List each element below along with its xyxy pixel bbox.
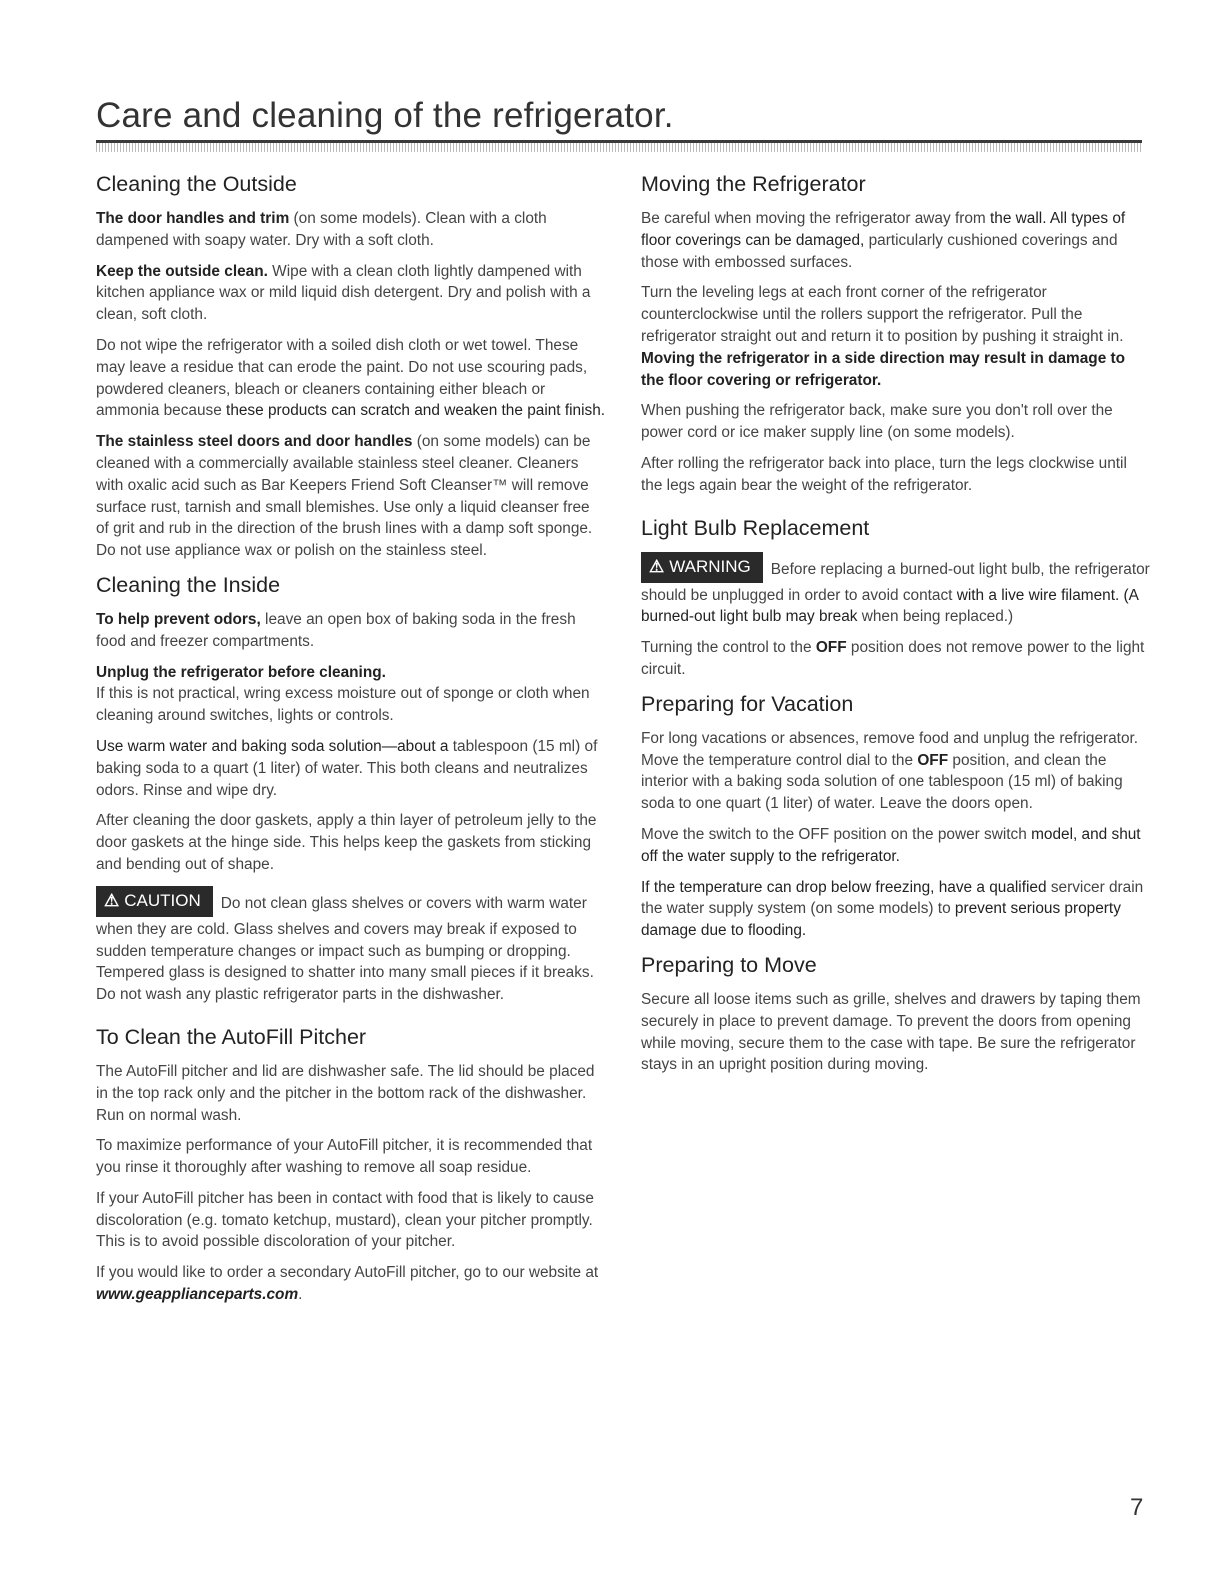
spacer [641, 506, 1151, 514]
title-rule [96, 140, 1142, 152]
paragraph: After cleaning the door gaskets, apply a thin layer of petroleum jelly to the door gaskets at the hinge side. This helps keep the gaskets from sticking and bending out of shape. [96, 812, 597, 873]
heading-preparing-vacation: Preparing for Vacation [641, 691, 854, 716]
paragraph: Unplug the refrigerator before cleaning. If this is not practical, wring excess moisture out of sponge or cloth when cleaning around switches, lights or controls. [96, 663, 590, 725]
paragraph: Do not wash any plastic refrigerator parts in the dishwasher. [96, 986, 505, 1004]
heading-cleaning-inside: Cleaning the Inside [96, 572, 281, 597]
lead-text: The stainless steel doors and door handles [96, 433, 413, 451]
lead-text: Moving the refrigerator in a side direction may result in damage to the floor covering or refrigerator. [641, 349, 1126, 389]
website-link[interactable]: www.geapplianceparts.com [96, 1286, 299, 1304]
section-cleaning-outside [96, 170, 606, 562]
section-light-bulb [641, 514, 1151, 681]
lead-text: Keep the outside clean. [96, 262, 268, 280]
paragraph: If your AutoFill pitcher has been in contact with food that is likely to cause discoloration (e.g. tomato ketchup, mustard), clean your pitcher promptly. This is to avoid possible discoloration of your pitcher. [96, 1189, 594, 1251]
paragraph: Use warm water and baking soda solution—about a tablespoon (15 ml) of baking soda to a quart (1 liter) of water. This both cleans and neutralizes odors. Rinse and wipe dry. [96, 737, 598, 799]
spacer [96, 1015, 606, 1023]
paragraph: If the temperature can drop below freezing, have a qualified servicer drain the water supply system (on some models) to prevent serious property damage due to flooding. [641, 878, 1144, 940]
page-title: Care and cleaning of the refrigerator. [96, 96, 674, 135]
right-column [641, 170, 1151, 1085]
paragraph: The AutoFill pitcher and lid are dishwasher safe. The lid should be placed in the top rack only and the pitcher in the bottom rack of the dishwasher. Run on normal wash. [96, 1062, 595, 1124]
paragraph: If you would like to order a secondary AutoFill pitcher, go to our website at www.geapplianceparts.com. [96, 1264, 599, 1304]
paragraph: The stainless steel doors and door handles (on some models) can be cleaned with a commercially available stainless steel cleaner. Cleaners with oxalic acid such as Bar Keepers Friend Soft Cleanser™ will remove surface rust, tarnish and small blemishes. Use only a liquid cleanser free of grit and rub in the direction of the brush lines with a damp soft sponge. Do not use appliance wax or polish on the stainless steel. [96, 433, 593, 560]
paragraph: Be careful when moving the refrigerator away from the wall. All types of floor coverings can be damaged, particularly cushioned coverings and those with embossed surfaces. [641, 210, 1126, 271]
lead-text: The door handles and trim [96, 210, 290, 227]
paragraph: To help prevent odors, leave an open box of baking soda in the fresh food and freezer compartments. [96, 610, 576, 650]
paragraph: Turn the leveling legs at each front corner of the refrigerator counterclockwise until the rollers support the refrigerator. Pull the refrigerator straight out and return it to position by pushing it straight in. Moving the refrigerator in a side direction may result in damage to the floor covering or refrigerator. [641, 284, 1126, 389]
paragraph: The door handles and trim (on some models). Clean with a cloth dampened with soapy water. Dry with a soft cloth. [96, 210, 547, 249]
section-moving-refrigerator [641, 170, 1151, 497]
heading-autofill-pitcher: To Clean the AutoFill Pitcher [96, 1024, 367, 1049]
section-cleaning-inside [96, 571, 606, 1006]
paragraph: Secure all loose items such as grille, shelves and drawers by taping them securely in place to prevent damage. To prevent the doors from opening while moving, secure them to the case with tape. Be sure the refrigerator stays in an upright position during moving. [641, 990, 1141, 1074]
page-number: 7 [1130, 1494, 1144, 1521]
heading-light-bulb: Light Bulb Replacement [641, 515, 870, 540]
caution-paragraph: ⚠ CAUTION Do not clean glass shelves or covers with warm water when they are cold. Glass shelves and covers may break if exposed to sudden temperature changes or impact such as bumping or dropping. Tempered glass is designed to shatter into many small pieces if it breaks. [96, 888, 606, 984]
warning-triangle-icon: ⚠ [104, 890, 120, 910]
warning-triangle-icon: ⚠ [649, 556, 665, 576]
paragraph: Keep the outside clean. Wipe with a clean cloth lightly dampened with kitchen appliance wax or mild liquid dish detergent. Dry and polish with a clean, soft cloth. [96, 262, 591, 324]
heading-moving-refrigerator: Moving the Refrigerator [641, 172, 866, 196]
paragraph: Move the switch to the OFF position on the power switch model, and shut off the water supply to the refrigerator. [641, 825, 1141, 865]
paragraph: For long vacations or absences, remove food and unplug the refrigerator. Move the temperature control dial to the OFF position, and clean the interior with a baking soda solution of one tablespoon (15 ml) of baking soda to one quart (1 liter) of water. Leave the doors open. [641, 729, 1139, 813]
warning-paragraph: ⚠ WARNING Before replacing a burned-out light bulb, the refrigerator should be unplugged in order to avoid contact with a live wire filament. (A burned-out light bulb may break when being replaced.) [641, 554, 1151, 629]
paragraph: After rolling the refrigerator back into place, turn the legs clockwise until the legs again bear the weight of the refrigerator. [641, 454, 1127, 494]
section-autofill-pitcher [96, 1023, 606, 1306]
section-preparing-move [641, 951, 1151, 1076]
warning-badge: ⚠ WARNING [641, 552, 763, 583]
left-column [96, 170, 606, 1315]
heading-preparing-move: Preparing to Move [641, 952, 817, 977]
lead-text: To help prevent odors, [96, 610, 261, 628]
lead-text: Unplug the refrigerator before cleaning. [96, 663, 386, 681]
paragraph: To maximize performance of your AutoFill pitcher, it is recommended that you rinse it thoroughly after washing to remove all soap residue. [96, 1137, 593, 1177]
heading-cleaning-outside: Cleaning the Outside [96, 172, 297, 196]
caution-badge: ⚠ CAUTION [96, 886, 213, 917]
paragraph: Do not wipe the refrigerator with a soiled dish cloth or wet towel. These may leave a residue that can erode the paint. Do not use scouring pads, powdered cleaners, bleach or cleaners containing either bleach or ammonia because these products can scratch and weaken the paint finish. [96, 336, 606, 420]
section-preparing-vacation [641, 690, 1151, 942]
paragraph: Turning the control to the OFF position does not remove power to the light circuit. [641, 639, 1145, 678]
paragraph: When pushing the refrigerator back, make sure you don't roll over the power cord or ice maker supply line (on some models). [641, 402, 1113, 442]
